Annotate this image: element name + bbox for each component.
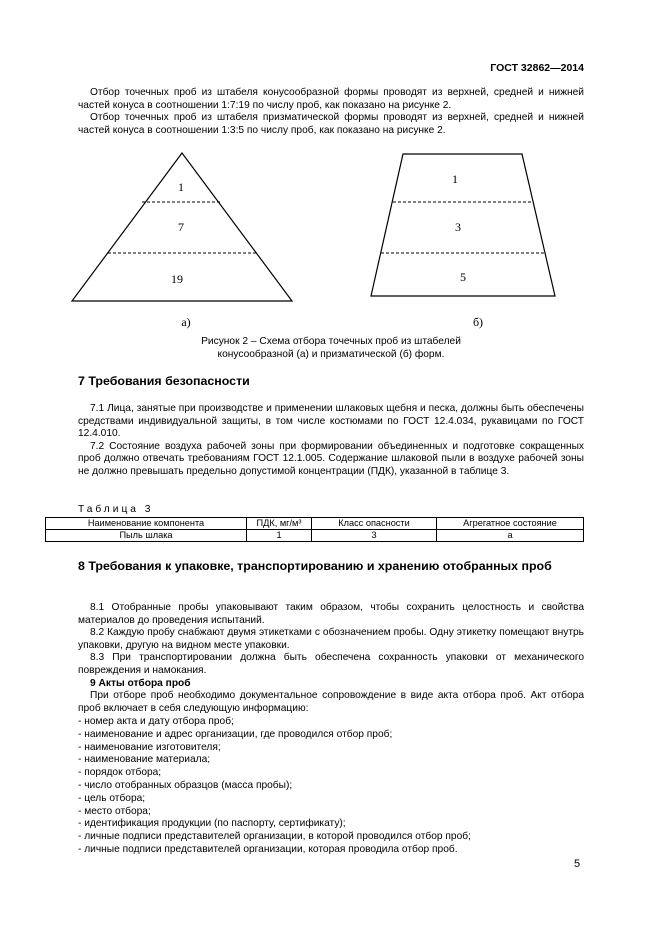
section-7-heading: 7 Требования безопасности <box>78 374 250 388</box>
list-item: - личные подписи представителей организации, которая проводила отбор проб. <box>78 843 458 855</box>
list-item: - номер акта и дату отбора проб; <box>78 716 234 727</box>
table-cell: Пыль шлака <box>46 530 247 542</box>
list-item: - наименование материала; <box>78 754 211 766</box>
list-item: - порядок отбора; <box>78 767 162 779</box>
cone-diagram <box>72 153 292 329</box>
cone-top-label: 1 <box>178 180 184 194</box>
table-header-cell: Класс опасности <box>312 518 437 530</box>
list-item: - наименование и адрес организации, где проводился отбор проб; <box>78 728 393 740</box>
table-3-title: Таблица 3 <box>78 504 154 515</box>
table-3 <box>45 517 584 542</box>
list-item: - идентификация продукции (по паспорту, сертификату); <box>78 818 346 830</box>
table-cell: 3 <box>312 530 437 542</box>
list-item: - наименование изготовителя; <box>78 741 221 753</box>
prism-diagram <box>371 154 555 329</box>
table-header-cell: ПДК, мг/м³ <box>247 518 312 530</box>
section-9-list <box>78 716 584 857</box>
figure-caption-line1: Рисунок 2 – Схема отбора точечных проб из штабелей <box>201 336 461 347</box>
table-row <box>46 530 584 542</box>
section-8-paragraph-3: 8.3 При транспортировании должна быть обеспечена сохранность упаковки от механического повреждения и намокания. <box>78 652 584 676</box>
prism-middle-label: 3 <box>455 220 461 234</box>
list-item: - цель отбора; <box>78 792 146 804</box>
figure-sampling-scheme <box>60 148 580 338</box>
cone-middle-label: 7 <box>178 220 184 234</box>
list-item: - число отобранных образцов (масса пробы); <box>78 779 293 791</box>
prism-top-label: 1 <box>452 172 458 186</box>
figure-caption-line2: конусообразной (а) и призматической (б) форм. <box>217 348 445 360</box>
figure-caption <box>78 336 584 361</box>
cone-figure-label: а) <box>181 315 191 329</box>
page-number: 5 <box>574 858 581 870</box>
list-item: - место отбора; <box>78 805 151 817</box>
section-8-paragraph-2: 8.2 Каждую пробу снабжают двумя этикетками с обозначением пробы. Одну этикетку помещают внутрь упаковки, другую на видном месте упаковки. <box>78 627 584 651</box>
table-header-cell: Агрегатное состояние <box>437 518 584 530</box>
prism-figure-label: б) <box>472 315 484 329</box>
section-7-text <box>78 403 584 479</box>
section-8-heading: 8 Требования к упаковке, транспортированию и хранению отобранных проб <box>78 559 552 573</box>
cone-bottom-label: 19 <box>171 272 183 286</box>
section-7-paragraph-2: 7.2 Состояние воздуха рабочей зоны при формировании объединенных и подготовке сокращенных проб должно отвечать требованиям ГОСТ 12.1.005. Содержание шлаковой пыли в воздухе рабочей зоны не должно превышать предельно допустимой концентрации (ПДК), указанной в таблице 3. <box>78 440 584 477</box>
table-cell: а <box>437 530 584 542</box>
table-header-row <box>46 518 584 530</box>
intro-text <box>78 87 584 137</box>
section-8-text <box>78 602 584 715</box>
intro-paragraph-prism: Отбор точечных проб из штабеля призматической формы проводят из верхней, средней и нижней частей конуса в соотношении 1:3:5 по числу проб, как показано на рисунке 2. <box>78 112 584 136</box>
table-cell: 1 <box>247 530 312 542</box>
section-9-heading: 9 Акты отбора проб <box>90 677 191 689</box>
document-header: ГОСТ 32862—2014 <box>490 62 584 74</box>
intro-paragraph-cone: Отбор точечных проб из штабеля конусообразной формы проводят из верхней, средней и нижней частей конуса в соотношении 1:7:19 по числу проб, как показано на рисунке 2. <box>78 87 584 111</box>
section-8-paragraph-1: 8.1 Отобранные пробы упаковывают таким образом, чтобы сохранить целостность и свойства материалов до проведения испытаний. <box>78 602 584 626</box>
section-7-paragraph-1: 7.1 Лица, занятые при производстве и применении шлаковых щебня и песка, должны быть обеспечены средствами индивидуальной защиты, в том числе костюмами по ГОСТ 12.4.034, рукавицами по ГОСТ 12.4.010. <box>78 403 584 440</box>
table-header-cell: Наименование компонента <box>46 518 247 530</box>
list-item: - личные подписи представителей организации, в которой проводился отбор проб; <box>78 831 471 843</box>
section-9-paragraph-1: При отборе проб необходимо документальное сопровождение в виде акта отбора проб. Акт отбора проб включает в себя следующую информацию: <box>78 690 584 714</box>
prism-bottom-label: 5 <box>460 270 466 284</box>
